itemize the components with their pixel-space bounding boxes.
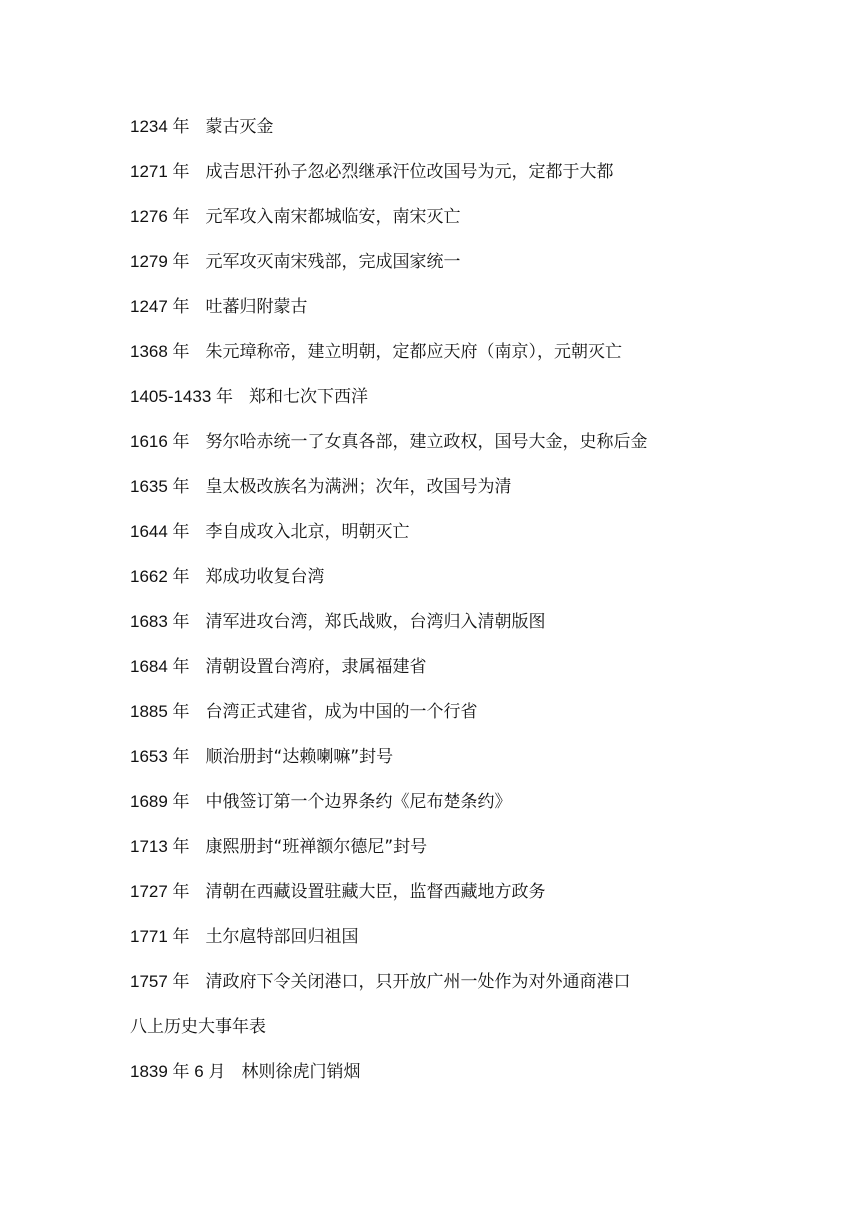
timeline-list — [130, 114, 830, 1104]
entry-event: 林则徐虎门销烟 — [241, 1062, 361, 1082]
entry-date: 1271 年 — [130, 162, 190, 181]
entry-date: 1653 年 — [130, 747, 190, 766]
entry-event: 成吉思汗孙子忽必烈继承汗位改国号为元，定都于大都 — [205, 162, 614, 182]
timeline-entry — [130, 834, 830, 879]
timeline-entry — [130, 969, 830, 1014]
entry-date: 1616 年 — [130, 432, 190, 451]
entry-event: 郑和七次下西洋 — [249, 387, 369, 407]
entry-event: 清朝在西藏设置驻藏大臣，监督西藏地方政务 — [205, 882, 546, 902]
entry-event: 元军攻灭南宋残部，完成国家统一 — [205, 252, 461, 272]
entry-date: 1839 年 6 月 — [130, 1062, 226, 1081]
entry-date: 1885 年 — [130, 702, 190, 721]
entry-date: 1405-1433 年 — [130, 387, 234, 406]
entry-date: 1279 年 — [130, 252, 190, 271]
entry-date: 1757 年 — [130, 972, 190, 991]
timeline-entry — [130, 879, 830, 924]
entry-event: 清政府下令关闭港口，只开放广州一处作为对外通商港口 — [205, 972, 631, 992]
timeline-entry — [130, 474, 830, 519]
entry-date: 1684 年 — [130, 657, 190, 676]
entry-event: 蒙古灭金 — [205, 117, 274, 137]
entry-event: 朱元璋称帝，建立明朝，定都应天府（南京），元朝灭亡 — [205, 342, 623, 362]
entry-event: 郑成功收复台湾 — [205, 567, 325, 587]
entry-date: 1644 年 — [130, 522, 190, 541]
entry-date: 1234 年 — [130, 117, 190, 136]
timeline-entry — [130, 249, 830, 294]
entry-date: 1713 年 — [130, 837, 190, 856]
timeline-entry — [130, 519, 830, 564]
timeline-entry — [130, 204, 830, 249]
timeline-entry — [130, 924, 830, 969]
entry-date: 1689 年 — [130, 792, 190, 811]
entry-date: 1247 年 — [130, 297, 190, 316]
timeline-entry — [130, 564, 830, 609]
entry-date: 1368 年 — [130, 342, 190, 361]
entry-event: 土尔扈特部回归祖国 — [205, 927, 359, 947]
timeline-entry — [130, 789, 830, 834]
entry-date: 1727 年 — [130, 882, 190, 901]
timeline-entry — [130, 609, 830, 654]
entry-event: 台湾正式建省，成为中国的一个行省 — [205, 702, 478, 722]
entry-event: 顺治册封“达赖喇嘛”封号 — [205, 747, 394, 767]
entry-event: 元军攻入南宋都城临安，南宋灭亡 — [205, 207, 461, 227]
entry-event: 吐蕃归附蒙古 — [205, 297, 308, 317]
timeline-entry — [130, 744, 830, 789]
entry-date: 1635 年 — [130, 477, 190, 496]
section-heading: 八上历史大事年表 — [130, 1017, 266, 1037]
entry-event: 康熙册封“班禅额尔德尼”封号 — [205, 837, 428, 857]
timeline-entry — [130, 339, 830, 384]
entry-date: 1771 年 — [130, 927, 190, 946]
timeline-entry — [130, 114, 830, 159]
entry-event: 清军进攻台湾，郑氏战败，台湾归入清朝版图 — [205, 612, 546, 632]
entry-date: 1276 年 — [130, 207, 190, 226]
entry-date: 1662 年 — [130, 567, 190, 586]
timeline-entry — [130, 159, 830, 204]
timeline-entry — [130, 699, 830, 744]
timeline-entry — [130, 294, 830, 339]
timeline-entry — [130, 429, 830, 474]
entry-event: 努尔哈赤统一了女真各部，建立政权，国号大金，史称后金 — [205, 432, 648, 452]
entry-event: 清朝设置台湾府，隶属福建省 — [205, 657, 427, 677]
entry-date: 1683 年 — [130, 612, 190, 631]
timeline-entry — [130, 1059, 830, 1104]
entry-event: 皇太极改族名为满洲；次年，改国号为清 — [205, 477, 512, 497]
timeline-entry — [130, 384, 830, 429]
entry-event: 中俄签订第一个边界条约《尼布楚条约》 — [205, 792, 512, 812]
entry-event: 李自成攻入北京，明朝灭亡 — [205, 522, 410, 542]
timeline-entry — [130, 654, 830, 699]
